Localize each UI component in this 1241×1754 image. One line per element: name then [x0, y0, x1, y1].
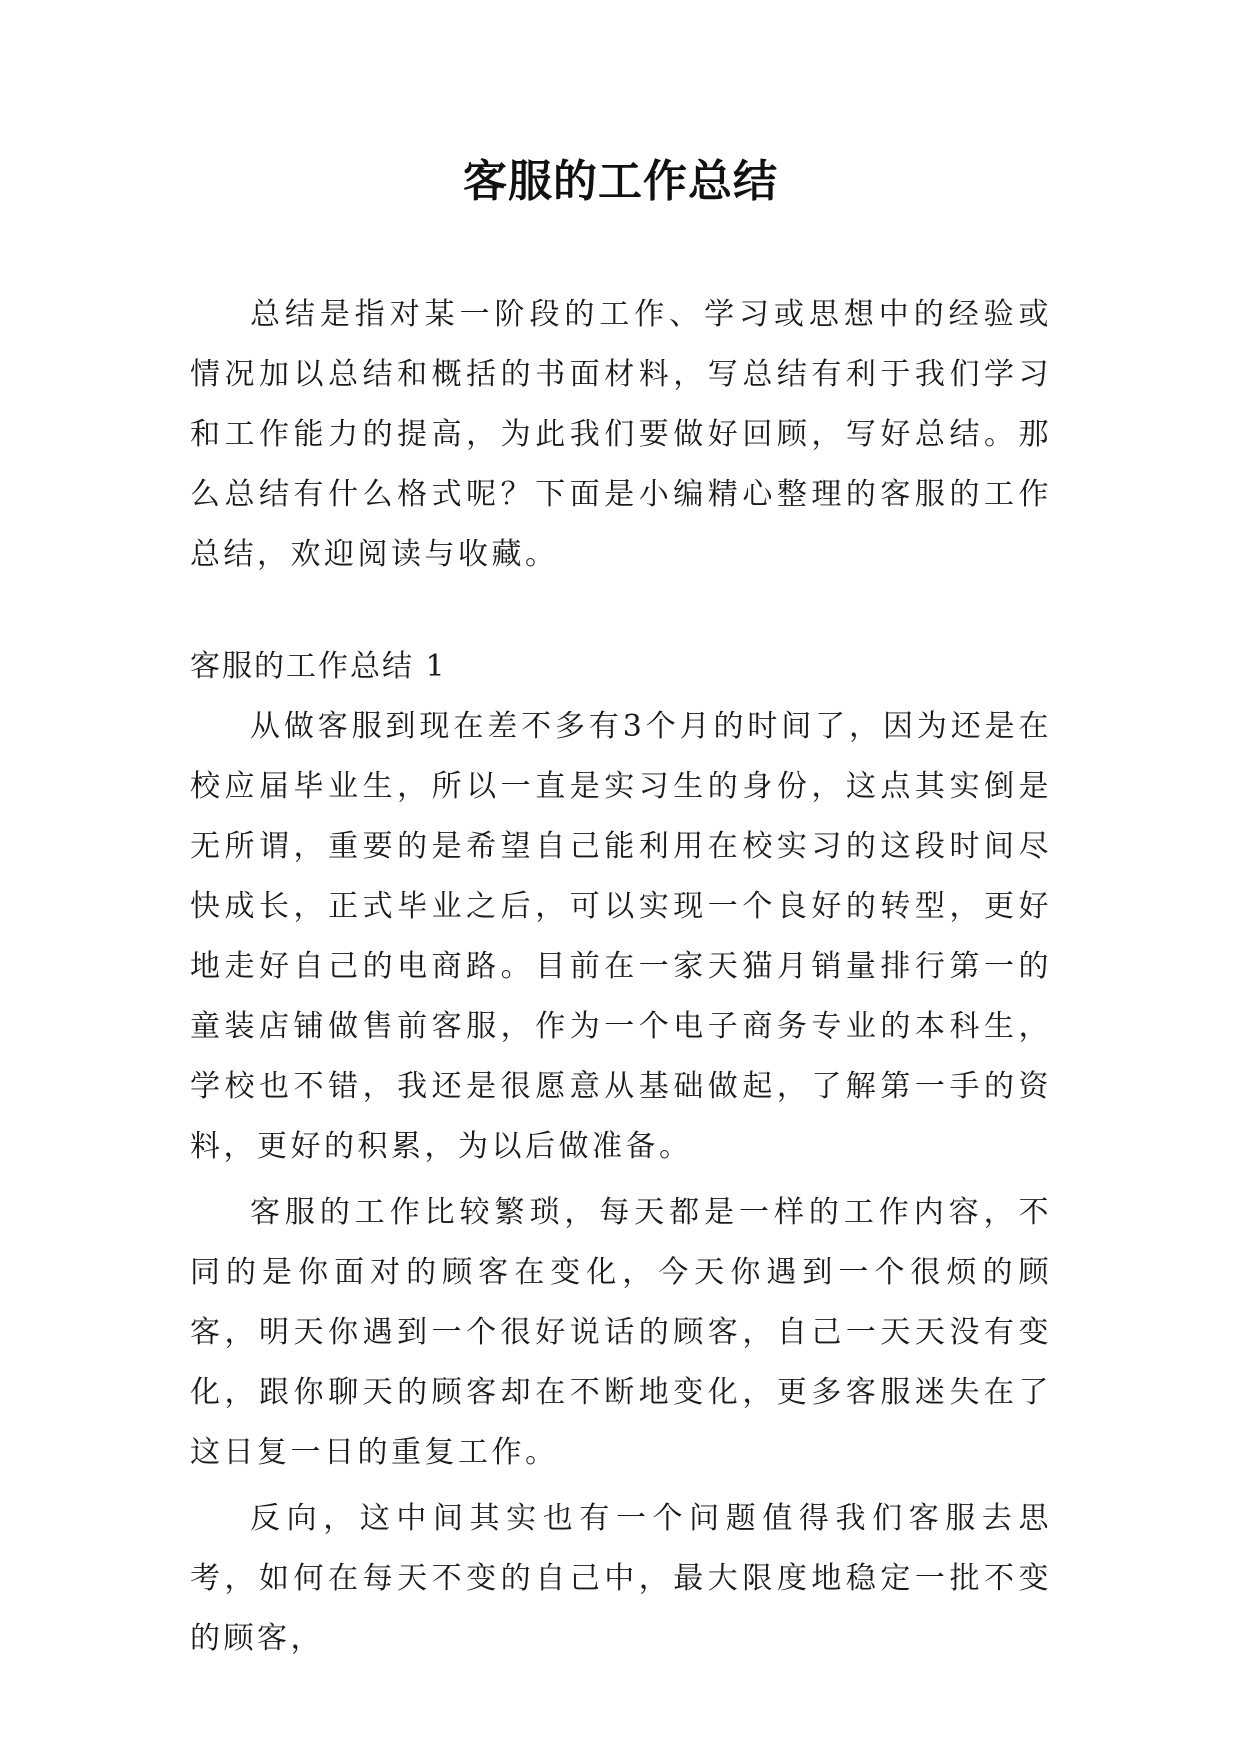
body-paragraph-3: 反向，这中间其实也有一个问题值得我们客服去思考，如何在每天不变的自己中，最大限度地稳定一批不变的顾客，	[190, 1501, 1052, 1656]
section-heading: 客服的工作总结 1	[190, 649, 447, 684]
document-title: 客服的工作总结	[463, 156, 778, 207]
document-body	[190, 285, 1052, 1675]
body-paragraph-2: 客服的工作比较繁琐，每天都是一样的工作内容，不同的是你面对的顾客在变化，今天你遇到一个很烦的顾客，明天你遇到一个很好说话的顾客，自己一天天没有变化，跟你聊天的顾客却在不断地变化，更多客服迷失在了这日复一日的重复工作。	[190, 1195, 1052, 1470]
intro-paragraph: 总结是指对某一阶段的工作、学习或思想中的经验或情况加以总结和概括的书面材料，写总结有利于我们学习和工作能力的提高，为此我们要做好回顾，写好总结。那么总结有什么格式呢？下面是小编精心整理的客服的工作总结，欢迎阅读与收藏。	[190, 297, 1052, 572]
body-paragraph-1: 从做客服到现在差不多有3个月的时间了，因为还是在校应届毕业生，所以一直是实习生的身份，这点其实倒是无所谓，重要的是希望自己能利用在校实习的这段时间尽快成长，正式毕业之后，可以实现一个良好的转型，更好地走好自己的电商路。目前在一家天猫月销量排行第一的童装店铺做售前客服，作为一个电子商务专业的本科生，学校也不错，我还是很愿意从基础做起，了解第一手的资料，更好的积累，为以后做准备。	[190, 709, 1052, 1164]
